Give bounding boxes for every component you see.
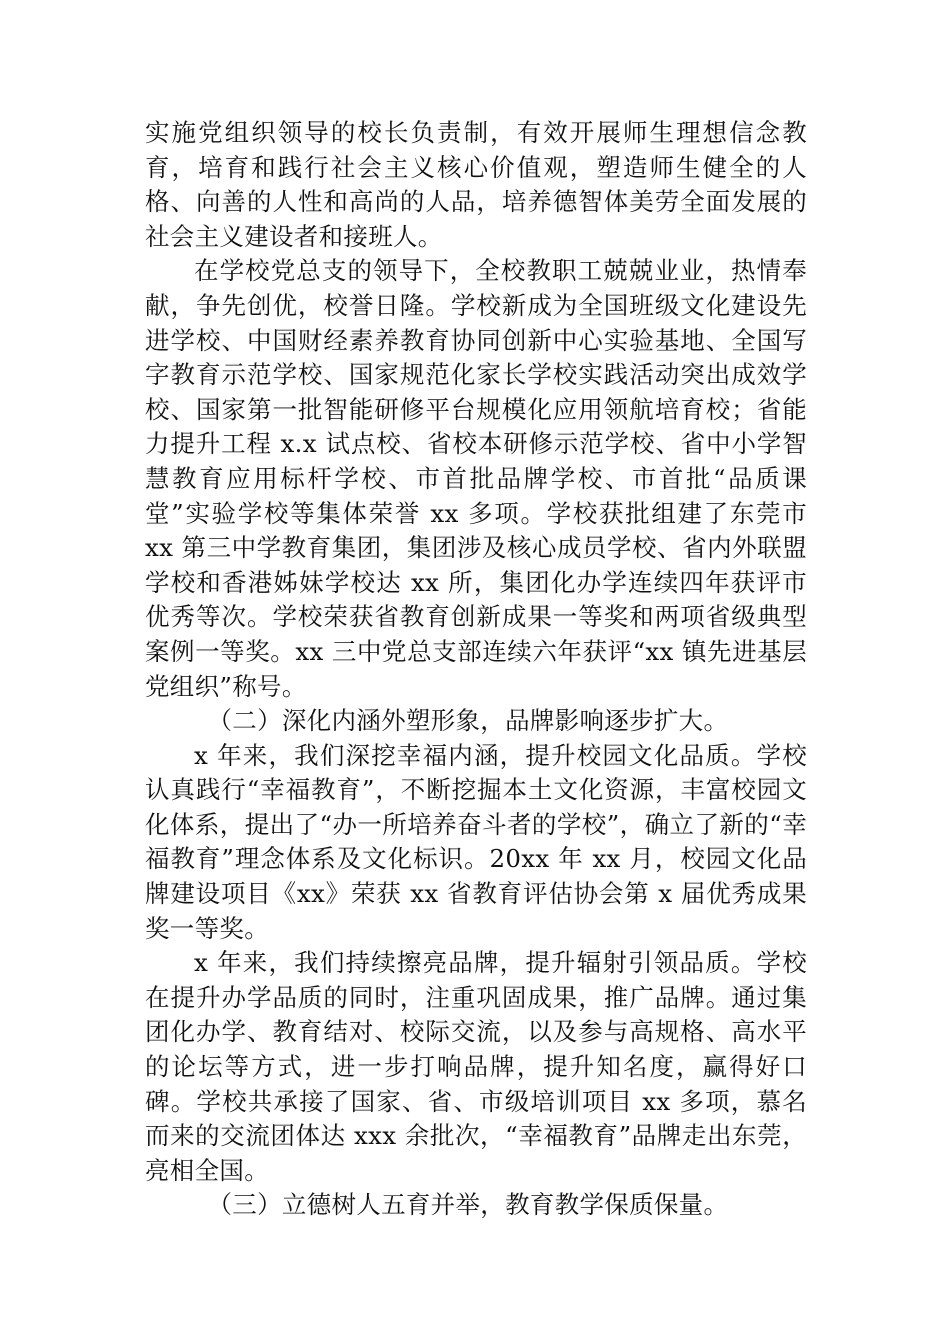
paragraph-honors: 在学校党总支的领导下，全校教职工兢兢业业，热情奉献，争先创优，校誉日隆。学校新成为全国班级文化建设先进学校、中国财经素养教育协同创新中心实验基地、全国写字教育示范学校、国家规范化家长学校实践活动突出成效学校、国家第一批智能研修平台规模化应用领航培育校；省能力提升工程 x.x 试点校、省校本研修示范学校、省中小学智慧教育应用标杆学校、市首批品牌学校、市首批“品质课堂”实验学校等集体荣誉 xx 多项。学校获批组建了东莞市 xx 第三中学教育集团，集团涉及核心成员学校、省内外联盟学校和香港姊妹学校达 xx 所，集团化办学连续四年获评市优秀等次。学校荣获省教育创新成果一等奖和两项省级典型案例一等奖。xx 三中党总支部连续六年获评“xx 镇先进基层党组织”称号。 — [145, 256, 807, 701]
paragraph-culture: x 年来，我们深挖幸福内涵，提升校园文化品质。学校认真践行“幸福教育”，不断挖掘本土文化资源，丰富校园文化体系，提出了“办一所培养奋斗者的学校”，确立了新的“幸福教育”理念体系及文化标识。20xx 年 xx 月，校园文化品牌建设项目《xx》荣获 xx 省教育评估协会第 x 届优秀成果奖一等奖。 — [145, 740, 807, 943]
paragraph-brand: x 年来，我们持续擦亮品牌，提升辐射引领品质。学校在提升办学品质的同时，注重巩固成果，推广品牌。通过集团化办学、教育结对、校际交流，以及参与高规格、高水平的论坛等方式，进一步打响品牌，提升知名度，赢得好口碑。学校共承接了国家、省、市级培训项目 xx 多项，慕名而来的交流团体达 xxx 余批次，“幸福教育”品牌走出东莞，亮相全国。 — [145, 948, 807, 1185]
section-heading-2: （二）深化内涵外塑形象，品牌影响逐步扩大。 — [207, 706, 729, 736]
document-body — [145, 116, 807, 1223]
section-heading-3: （三）立德树人五育并举，教育教学保质保量。 — [207, 1190, 729, 1220]
paragraph-continuation: 实施党组织领导的校长负责制，有效开展师生理想信念教育，培育和践行社会主义核心价值观，塑造师生健全的人格、向善的人性和高尚的人品，培养德智体美劳全面发展的社会主义建设者和接班人。 — [145, 118, 807, 251]
